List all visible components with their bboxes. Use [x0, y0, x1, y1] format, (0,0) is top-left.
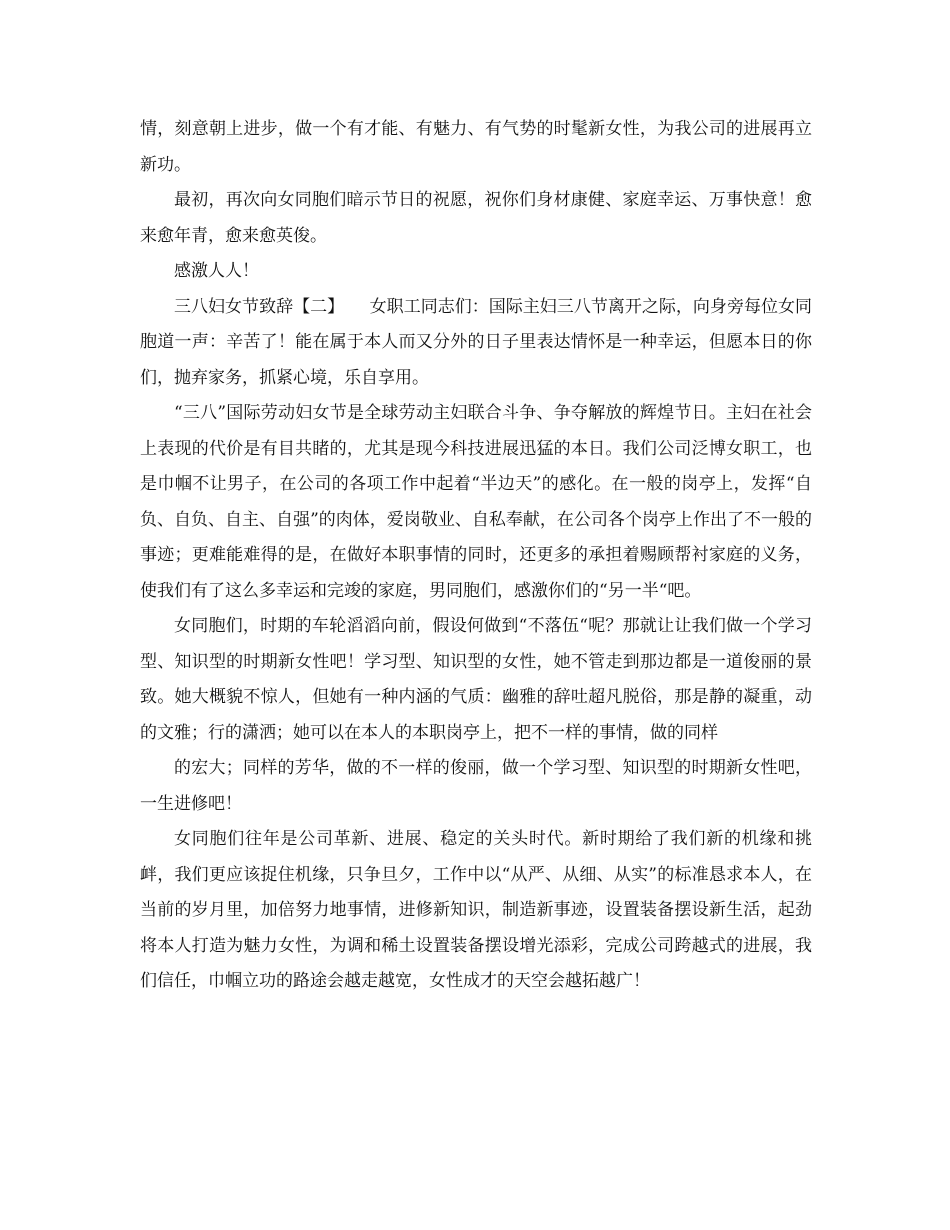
paragraph-3: 感激人人！	[174, 261, 259, 281]
paragraph-4: 三八妇女节致辞【二】 女职工同志们：国际主妇三八节离开之际，向身旁每位女同胞道一声：辛苦了！能在属于本人而又分外的日子里表达情怀是一种幸运，但愿本日的你们，抛弃家务，抓紧心境，乐自享用。	[140, 296, 812, 388]
paragraph-2: 最初，再次向女同胞们暗示节日的祝愿，祝你们身材康健、家庭幸运、万事快意！愈来愈年青，愈来愈英俊。	[140, 190, 812, 246]
paragraph-1: 情，刻意朝上进步，做一个有才能、有魅力、有气势的时髦新女性，为我公司的进展再立新功。	[140, 119, 812, 175]
document-body	[140, 112, 812, 1000]
paragraph-5: “三八”国际劳动妇女节是全球劳动主妇联合斗争、争夺解放的辉煌节日。主妇在社会上表现的代价是有目共睹的，尤其是现今科技进展迅猛的本日。我们公司泛博女职工，也是巾帼不让男子，在公司的各项工作中起着“半边天”的感化。在一般的岗亭上，发挥“自负、自负、自主、自强”的肉体，爱岗敬业、自私奉献，在公司各个岗亭上作出了不一般的事迹；更难能难得的是，在做好本职事情的同时，还更多的承担着赐顾帮衬家庭的义务，使我们有了这么多幸运和完竣的家庭，男同胞们，感激你们的“另一半“吧。	[140, 403, 812, 601]
paragraph-7: 的宏大；同样的芳华，做的不一样的俊丽，做一个学习型、知识型的时期新女性吧，一生进修吧！	[140, 758, 812, 814]
paragraph-8: 女同胞们往年是公司革新、进展、稳定的关头时代。新时期给了我们新的机缘和挑衅，我们更应该捉住机缘，只争旦夕，工作中以“从严、从细、从实”的标准恳求本人，在当前的岁月里，加倍努力地事情，进修新知识，制造新事迹，设置装备摆设新生活，起劲将本人打造为魅力女性，为调和稀土设置装备摆设增光添彩，完成公司跨越式的进展，我们信任，巾帼立功的路途会越走越宽，女性成才的天空会越拓越广！	[140, 829, 812, 991]
paragraph-6: 女同胞们，时期的车轮滔滔向前，假设何做到“不落伍“呢？那就让让我们做一个学习型、知识型的时期新女性吧！学习型、知识型的女性，她不管走到那边都是一道俊丽的景致。她大概貌不惊人，但她有一种内涵的气质：幽雅的辞吐超凡脱俗，那是静的凝重，动的文雅；行的潇洒；她可以在本人的本职岗亭上，把不一样的事情，做的同样	[140, 616, 812, 743]
